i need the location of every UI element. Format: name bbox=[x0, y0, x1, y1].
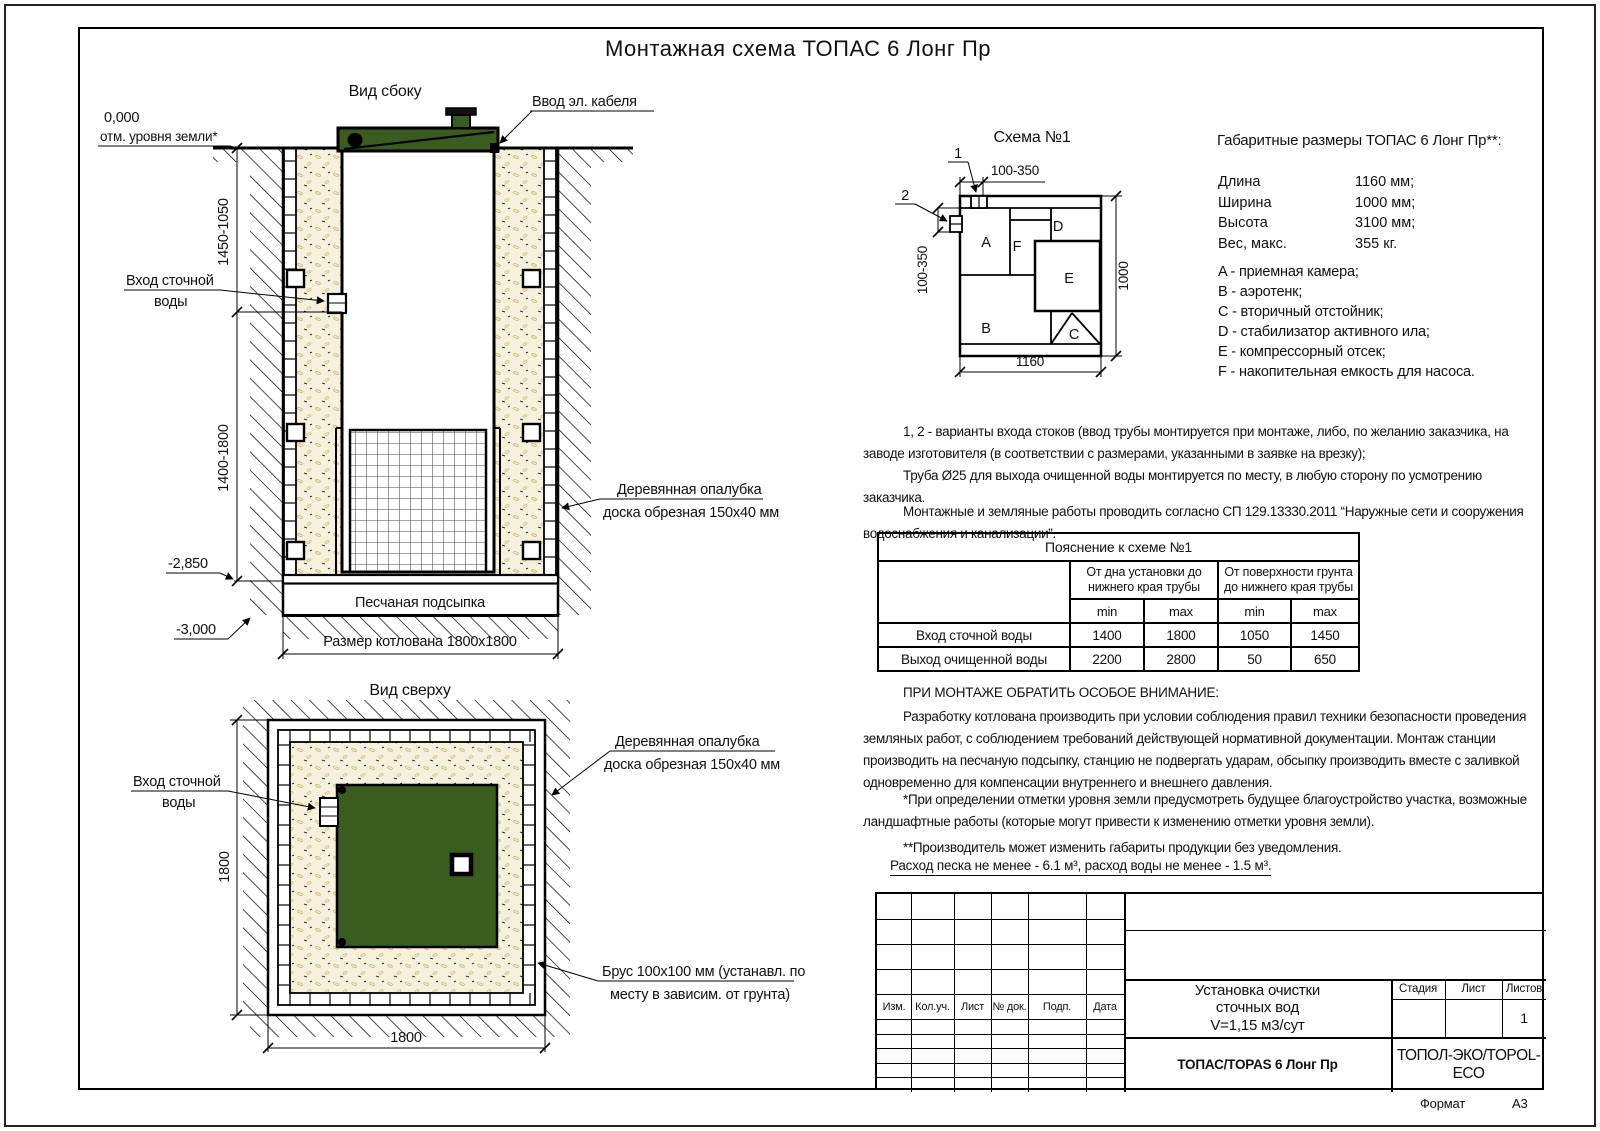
legend-item: B - аэротенк; bbox=[1218, 284, 1303, 300]
rev-col-podp: Подп. bbox=[1042, 1000, 1072, 1013]
vent-pipe bbox=[452, 115, 470, 128]
page-title: Монтажная схема ТОПАС 6 Лонг Пр bbox=[604, 36, 992, 61]
compartment-d: D bbox=[1052, 219, 1064, 235]
legend-item: A - приемная камера; bbox=[1218, 264, 1359, 280]
timber-clip bbox=[523, 542, 540, 559]
compartment-a: A bbox=[981, 235, 991, 251]
formwork-label-line1: Деревянная опалубка bbox=[615, 734, 760, 750]
pit-size-label: Размер котлована 1800х1800 bbox=[323, 634, 517, 650]
rev-col-data: Дата bbox=[1093, 1000, 1117, 1013]
ground-ticks-left bbox=[213, 148, 250, 162]
soil-hatch-right bbox=[558, 148, 591, 615]
note-mounting-works: Монтажные и земляные работы проводить согласно СП 129.13330.2011 “Наружные сети и сооружения водоснабжения и канализации”. bbox=[863, 504, 1524, 541]
footnote-ground-level: *При определении отметки уровня земли предусмотреть будущее благоустройство участка, возможные ландшафтные работы (которые могут привести к изменению отметки уровня земли). bbox=[863, 792, 1527, 829]
attention-body: Разработку котлована производить при условии соблюдения правил техники безопасности проведения земляных работ, с соблюдением требований действующей нормативной документации. Монтаж станции производить на песчаную подсыпку, станцию не подвергать ударам, обсыпку производить вместе с заливкой одновременно для компенсации внутреннего и внешнего давления. bbox=[863, 709, 1527, 790]
dim-1800-vertical: 1800 bbox=[217, 851, 233, 883]
compartment-legend bbox=[1218, 262, 1475, 382]
compartment-b: B bbox=[981, 321, 991, 337]
table-cell: 1400 bbox=[1070, 623, 1144, 647]
table-row-label: Выход очищенной воды bbox=[878, 647, 1070, 671]
timber-label-line2: месту в зависим. от грунта) bbox=[610, 987, 790, 1003]
timber-clip bbox=[287, 424, 304, 441]
spec-label: Вес, макс. bbox=[1218, 235, 1287, 252]
vent-opening bbox=[452, 855, 471, 874]
doc-name-line3: V=1,15 м3/сут bbox=[1210, 1016, 1305, 1034]
timber-clip bbox=[523, 270, 540, 287]
formwork-label-line1: Деревянная опалубка bbox=[617, 482, 762, 498]
dim-top-100-350: 100-350 bbox=[990, 163, 1040, 178]
dim-right-1000: 1000 bbox=[1116, 261, 1131, 291]
spec-label: Длина bbox=[1218, 174, 1261, 190]
inlet-label-line1: Вход сточной bbox=[126, 273, 214, 289]
legend-item: F - накопительная емкость для насоса. bbox=[1218, 364, 1475, 380]
table-row-label: Вход сточной воды bbox=[878, 623, 1070, 647]
inlet-label-line2: воды bbox=[162, 795, 196, 811]
spec-value: 1000 мм; bbox=[1355, 194, 1416, 211]
footnote-dimensions: **Производитель может изменить габариты продукции без уведомления. bbox=[903, 840, 1342, 855]
formwork-label-line2: доска обрезная 150х40 мм bbox=[603, 505, 780, 521]
table-cell: 1050 bbox=[1218, 623, 1291, 647]
formwork-rungs-left bbox=[278, 742, 290, 993]
sheets-label: Листов bbox=[1505, 983, 1543, 995]
stage-label: Стадия bbox=[1399, 983, 1437, 995]
table-cell: 2800 bbox=[1144, 647, 1218, 671]
legend-item: D - стабилизатор активного ила; bbox=[1218, 324, 1430, 340]
format-value: А3 bbox=[1512, 1096, 1528, 1111]
document-name bbox=[1124, 979, 1391, 1037]
table-subheader: min bbox=[1070, 599, 1144, 623]
table-subheader: max bbox=[1291, 599, 1359, 623]
dim-upper-depth: 1450-1050 bbox=[216, 198, 232, 266]
side-view-title: Вид сбоку bbox=[348, 83, 422, 100]
title-block bbox=[875, 892, 1544, 1090]
side-view-drawing bbox=[80, 80, 800, 660]
format-label: Формат bbox=[1420, 1096, 1465, 1111]
table-group-header: От поверхности грунта до нижнего края трубы bbox=[1218, 561, 1359, 599]
top-view-title: Вид сверху bbox=[369, 682, 451, 699]
soil-hatch-right bbox=[545, 720, 570, 1015]
zero-mark: 0,000 bbox=[104, 110, 140, 126]
compartment-e: E bbox=[1064, 271, 1074, 287]
formwork-left bbox=[284, 148, 296, 575]
vent-cap bbox=[446, 108, 476, 115]
legend-item: C - вторичный отстойник; bbox=[1218, 304, 1384, 320]
inlet-label-line2: воды bbox=[154, 294, 188, 310]
compartment-f: F bbox=[1012, 239, 1022, 255]
formwork-label-line2: доска обрезная 150х40 мм bbox=[604, 757, 781, 773]
specs-values bbox=[1355, 172, 1415, 254]
ground-mark: отм. уровня земли* bbox=[100, 129, 218, 144]
spec-label: Ширина bbox=[1218, 194, 1272, 211]
table-cell: 50 bbox=[1218, 647, 1291, 671]
dim-left-100-350: 100-350 bbox=[915, 245, 930, 295]
formwork-right bbox=[544, 148, 556, 575]
level-3000: -3,000 bbox=[176, 622, 216, 638]
scheme-title: Схема №1 bbox=[993, 129, 1071, 146]
table-subheader: min bbox=[1218, 599, 1291, 623]
top-view-drawing bbox=[80, 655, 806, 1065]
dim-lower-depth: 1400-1800 bbox=[216, 424, 232, 492]
compartment-c: C bbox=[1068, 327, 1080, 343]
inlet-label-line1: Вход сточной bbox=[133, 774, 221, 790]
company-name: ТОПОЛ-ЭКО/TOPOL-ECO bbox=[1396, 1046, 1541, 1082]
tank-lower-grid bbox=[350, 430, 486, 572]
attention-title: ПРИ МОНТАЖЕ ОБРАТИТЬ ОСОБОЕ ВНИМАНИЕ: bbox=[903, 685, 1219, 700]
scheme-1-drawing bbox=[860, 125, 1150, 390]
doc-name-line2: сточных вод bbox=[1215, 999, 1300, 1017]
dim-1800-horizontal: 1800 bbox=[390, 1030, 422, 1046]
table-corner-cell bbox=[878, 561, 1070, 623]
timber-label-line1: Брус 100х100 мм (устанавл. по bbox=[602, 964, 806, 980]
spec-value: 1160 мм; bbox=[1355, 174, 1415, 190]
base-plate bbox=[283, 575, 558, 584]
ground-ticks-right bbox=[591, 148, 633, 162]
table-title: Пояснение к схеме №1 bbox=[878, 533, 1359, 561]
table-subheader: max bbox=[1144, 599, 1218, 623]
table-cell: 2200 bbox=[1070, 647, 1144, 671]
rev-col-koluch: Кол.уч. bbox=[915, 1000, 950, 1013]
soil-hatch-top bbox=[243, 700, 570, 720]
rev-col-izm: Изм. bbox=[882, 1000, 906, 1013]
explanation-table bbox=[877, 532, 1360, 672]
pipe-hole-bottom bbox=[338, 938, 346, 946]
spec-value: 3100 мм; bbox=[1355, 215, 1416, 231]
sheet-label: Лист bbox=[1461, 983, 1486, 995]
formwork-rungs-right bbox=[523, 742, 535, 993]
table-group-header: От дна установки до нижнего края трубы bbox=[1070, 561, 1218, 599]
spec-label: Высота bbox=[1218, 215, 1268, 231]
sheets-value: 1 bbox=[1520, 1010, 1528, 1026]
inlet-pipe bbox=[320, 798, 338, 826]
soil-hatch-left bbox=[250, 148, 283, 615]
specs-labels bbox=[1218, 172, 1287, 254]
consumption-note: Расход песка не менее - 6.1 м³, расход воды не менее - 1.5 м³. bbox=[890, 858, 1271, 876]
model-name: ТОПАС/TOPAS 6 Лонг Пр bbox=[1177, 1057, 1338, 1072]
formwork-rungs-top bbox=[278, 730, 535, 742]
sand-backfill-right bbox=[494, 148, 544, 575]
rev-col-ndoc: № док. bbox=[992, 1000, 1027, 1013]
specs-title: Габаритные размеры ТОПАС 6 Лонг Пр**: bbox=[1217, 132, 1502, 149]
table-cell: 650 bbox=[1291, 647, 1359, 671]
lid-lock bbox=[348, 133, 363, 147]
note-inlet-variants: 1, 2 - варианты входа стоков (ввод трубы монтируется при монтаже, либо, по желанию заказчика, на заводе изготовителя (в соответствии с размерами, указанными в заявке на врезку); bbox=[863, 424, 1509, 461]
doc-name-line1: Установка очистки bbox=[1194, 981, 1321, 999]
note-outlet-pipe: Труба Ø25 для выхода очищенной воды монтируется по месту, в любую сторону по усмотрению заказчика. bbox=[863, 468, 1482, 505]
rev-col-list: Лист bbox=[960, 1000, 985, 1013]
timber-clip bbox=[287, 542, 304, 559]
soil-hatch-left bbox=[243, 720, 268, 1015]
legend-item: E - компрессорный отсек; bbox=[1218, 344, 1386, 360]
spec-value: 355 кг. bbox=[1355, 235, 1398, 252]
cable-entry-point bbox=[490, 143, 499, 153]
pipe-hole-top bbox=[338, 786, 346, 794]
timber-clip bbox=[523, 424, 540, 441]
timber-clip bbox=[287, 270, 304, 287]
formwork-rungs-bottom bbox=[278, 993, 535, 1005]
table-cell: 1800 bbox=[1144, 623, 1218, 647]
sand-bedding-label: Песчаная подсыпка bbox=[354, 595, 486, 611]
cable-entry-label: Ввод эл. кабеля bbox=[532, 94, 637, 110]
marker-1: 1 bbox=[954, 146, 962, 162]
dim-bottom-1160: 1160 bbox=[1015, 354, 1045, 369]
table-cell: 1450 bbox=[1291, 623, 1359, 647]
level-2850: -2,850 bbox=[168, 556, 208, 572]
marker-2: 2 bbox=[901, 188, 909, 204]
